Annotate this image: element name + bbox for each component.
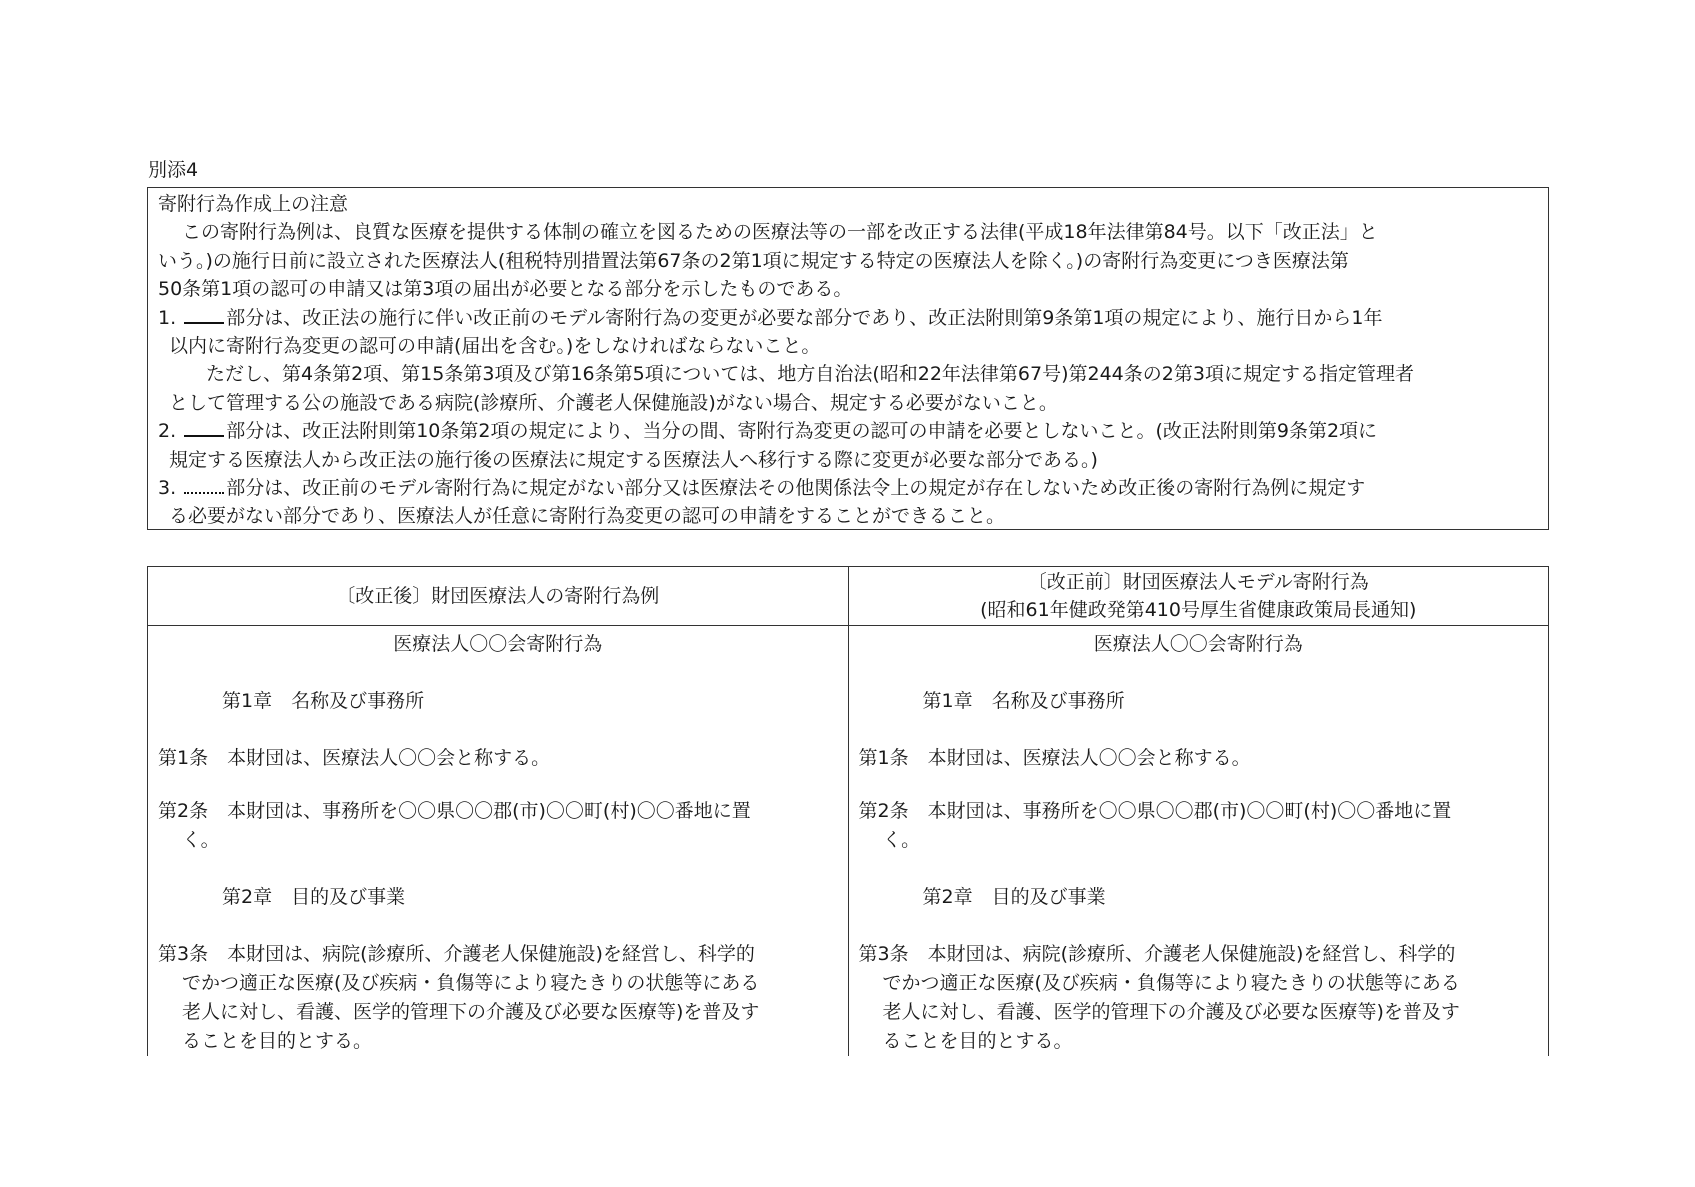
notes-box	[147, 187, 1549, 530]
notes-intro-line: 50条第1項の認可の申請又は第3項の届出が必要となる部分を示したものである。	[158, 278, 853, 301]
note-item-text: 部分は、改正法附則第10条第2項の規定により、当分の間、寄附行為変更の認可の申請を必要としないこと。(改正法附則第9条第2項に	[226, 420, 1378, 443]
notes-intro-line: この寄附行為例は、良質な医療を提供する体制の確立を図るための医療法等の一部を改正する法律(平成18年法律第84号。以下「改正法」と	[182, 221, 1378, 244]
note-item-continuation: 規定する医療法人から改正法の施行後の医療法に規定する医療法人へ移行する際に変更が必要な部分である。)	[169, 448, 1098, 471]
spacer	[859, 855, 1539, 883]
article-3-line: ることを目的とする。	[182, 1030, 373, 1052]
spacer	[158, 773, 838, 797]
spacer	[158, 912, 838, 940]
bylaw-title: 医療法人〇〇会寄附行為	[1093, 633, 1303, 655]
spacer	[859, 716, 1539, 744]
article-1: 第1条 本財団は、医療法人〇〇会と称する。	[858, 747, 1251, 769]
note-item-number: 2.	[158, 420, 177, 443]
spacer	[859, 773, 1539, 797]
header-previous	[848, 567, 1549, 626]
header-previous-notice: (昭和61年健政発第410号厚生省健康政策局長通知)	[980, 599, 1417, 621]
article-3-line: 老人に対し、看護、医学的管理下の介護及び必要な医療等)を普及す	[882, 1001, 1460, 1023]
chapter-heading: 第1章 名称及び事務所	[922, 690, 1125, 712]
spacer	[158, 659, 838, 687]
note-item-1	[158, 304, 1538, 332]
note-item-text: 部分は、改正法の施行に伴い改正前のモデル寄附行為の変更が必要な部分であり、改正法附則第9条第1項の規定により、施行日から1年	[226, 306, 1383, 329]
bylaw-title: 医療法人〇〇会寄附行為	[393, 633, 603, 655]
note-item-continuation: る必要がない部分であり、医療法人が任意に寄附行為変更の認可の申請をすることができること。	[169, 505, 1006, 528]
notes-intro-line: いう。)の施行日前に設立された医療法人(租税特別措置法第67条の2第1項に規定する特定の医療法人を除く。)の寄附行為変更につき医療法第	[158, 249, 1349, 272]
dotted-underline-marker	[184, 474, 224, 494]
spacer	[859, 659, 1539, 687]
chapter-heading: 第2章 目的及び事業	[222, 886, 406, 908]
revised-column	[148, 626, 849, 1057]
article-3-line: ることを目的とする。	[882, 1030, 1073, 1052]
header-previous-title: 〔改正前〕財団医療法人モデル寄附行為	[1027, 571, 1369, 593]
article-2-line: 第2条 本財団は、事務所を〇〇県〇〇郡(市)〇〇町(村)〇〇番地に置	[158, 800, 751, 822]
solid-underline-marker	[184, 304, 224, 324]
note-item-2	[158, 417, 1538, 445]
spacer	[859, 912, 1539, 940]
article-2-line: く。	[182, 829, 220, 851]
article-2-line: 第2条 本財団は、事務所を〇〇県〇〇郡(市)〇〇町(村)〇〇番地に置	[858, 800, 1452, 822]
article-3-line: でかつ適正な医療(及び疾病・負傷等により寝たきりの状態等にある	[882, 972, 1460, 994]
note-proviso: ただし、第4条第2項、第15条第3項及び第16条第5項については、地方自治法(昭和22年法律第67号)第244条の2第3項に規定する指定管理者	[206, 363, 1414, 386]
solid-underline-marker	[184, 417, 224, 437]
chapter-heading: 第1章 名称及び事務所	[222, 690, 425, 712]
note-item-text: 部分は、改正前のモデル寄附行為に規定がない部分又は医療法その他関係法令上の規定が存在しないため改正後の寄附行為例に規定す	[226, 477, 1366, 500]
previous-column	[848, 626, 1549, 1057]
header-revised: 〔改正後〕財団医療法人の寄附行為例	[148, 567, 849, 626]
spacer	[158, 855, 838, 883]
article-3-line: 老人に対し、看護、医学的管理下の介護及び必要な医療等)を普及す	[182, 1001, 760, 1023]
article-3-line: でかつ適正な医療(及び疾病・負傷等により寝たきりの状態等にある	[182, 972, 760, 994]
note-proviso-continuation: として管理する公の施設である病院(診療所、介護老人保健施設)がない場合、規定する必要がないこと。	[169, 391, 1058, 414]
article-3-line: 第3条 本財団は、病院(診療所、介護老人保健施設)を経営し、科学的	[158, 943, 755, 965]
comparison-table	[147, 566, 1549, 1056]
note-item-3	[158, 474, 1538, 502]
chapter-heading: 第2章 目的及び事業	[922, 886, 1106, 908]
notes-title: 寄附行為作成上の注意	[158, 193, 349, 215]
spacer	[158, 716, 838, 744]
note-item-number: 1.	[158, 306, 177, 329]
article-1: 第1条 本財団は、医療法人〇〇会と称する。	[158, 747, 551, 769]
article-2-line: く。	[882, 829, 921, 851]
note-item-number: 3.	[158, 477, 177, 500]
attachment-label: 別添4	[148, 159, 199, 181]
note-item-continuation: 以内に寄附行為変更の認可の申請(届出を含む。)をしなければならないこと。	[169, 335, 821, 358]
article-3-line: 第3条 本財団は、病院(診療所、介護老人保健施設)を経営し、科学的	[858, 943, 1456, 965]
